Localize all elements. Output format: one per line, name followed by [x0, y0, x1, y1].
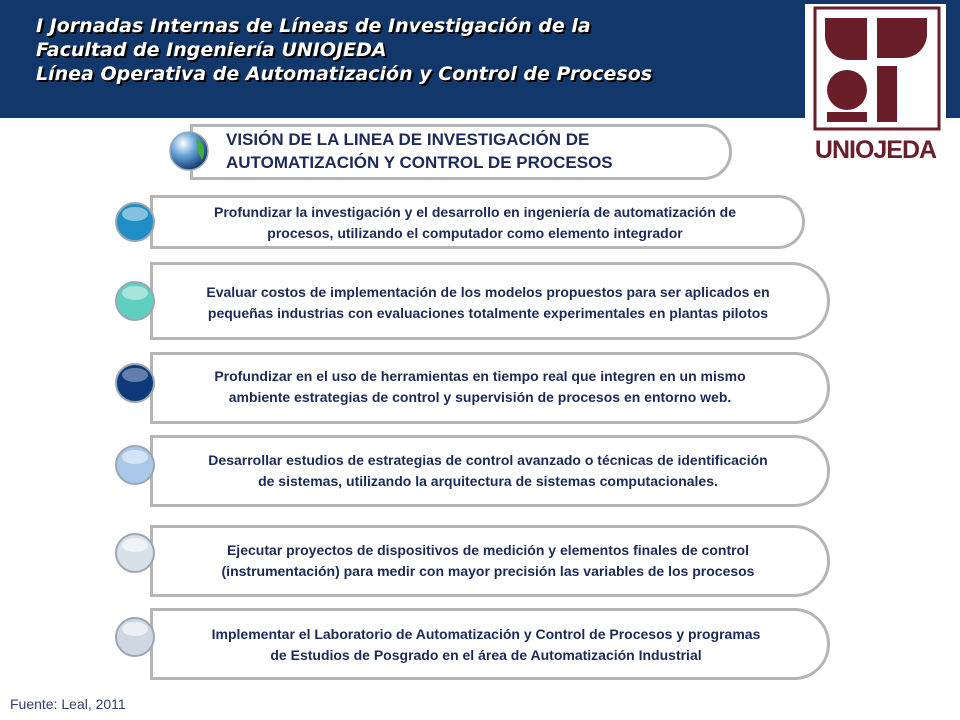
vision-item-3-text: Profundizar en el uso de herramientas en tiempo real que integren en un mismo ambiente estrategias de control y supervisión de procesos en entorno web. [214, 368, 746, 405]
vision-item-1-text: Profundizar la investigación y el desarrollo en ingeniería de automatización de procesos, utilizando el computador como elemento integrador [213, 204, 737, 241]
vision-title [226, 128, 726, 174]
bullet-orb-icon [114, 616, 156, 658]
vision-item-6-text: Implementar el Laboratorio de Automatización y Control de Procesos y programas de Estudios de Posgrado en el área de Automatización Industrial [211, 626, 761, 663]
header-line-1: I Jornadas Internas de Líneas de Investigación de la [36, 15, 591, 37]
uniojeda-logo [805, 4, 946, 168]
header-line-3: Línea Operativa de Automatización y Control de Procesos [36, 63, 653, 85]
logo-emblem-icon [805, 4, 946, 134]
bullet-orb-icon [114, 532, 156, 574]
vision-item-4-text: Desarrollar estudios de estrategias de control avanzado o técnicas de identificación de sistemas, utilizando la arquitectura de sistemas computacionales. [208, 452, 768, 489]
vision-item-5-text: Ejecutar proyectos de dispositivos de medición y elementos finales de control (instrumentación) para medir con mayor precisión las variables de los procesos [221, 542, 755, 579]
header-line-2: Facultad de Ingeniería UNIOJEDA [36, 39, 387, 61]
source-note: Fuente: Leal, 2011 [10, 696, 126, 712]
header-title [36, 14, 796, 86]
vision-line-2: AUTOMATIZACIÓN Y CONTROL DE PROCESOS [226, 153, 613, 172]
bullet-orb-icon [114, 280, 156, 322]
vision-line-1: VISIÓN DE LA LINEA DE INVESTIGACIÓN DE [226, 130, 590, 149]
bullet-orb-icon [114, 444, 156, 486]
vision-item-2-text: Evaluar costos de implementación de los modelos propuestos para ser aplicados en pequeñas industrias con evaluaciones totalmente experimentales en plantas pilotos [206, 284, 770, 321]
vision-globe-icon [168, 130, 210, 172]
logo-text: UNIOJEDA [814, 136, 937, 164]
